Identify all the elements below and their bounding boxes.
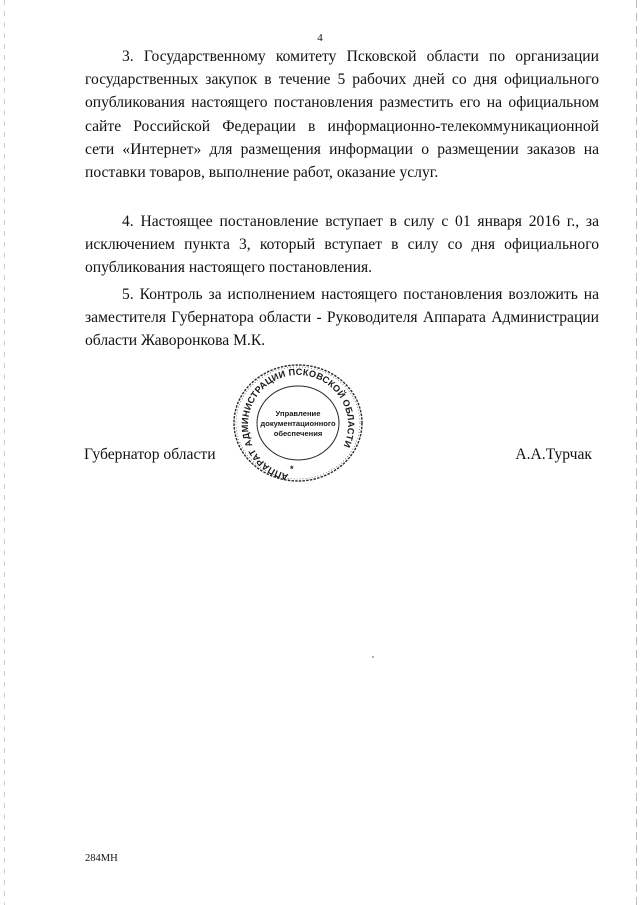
seal-center-line-1: Управление [275, 409, 321, 418]
seal-center-line-2: документационного [260, 419, 336, 428]
paragraph-4: 4. Настоящее постановление вступает в силу с 01 января 2016 г., за исключением пункта 3, который вступает в силу со дня официального опубликования настоящего постановления. [85, 213, 599, 277]
paragraph-3: 3. Государственному комитету Псковской области по организации государственных закупок в течение 5 рабочих дней со дня официального опубликования настоящего постановления разместить его на официальном сайте Российской Федерации в информационно-телекоммуникационной сети «Интернет» для размещения информации о размещении заказов на поставки товаров, выполнение работ, оказание услуг. [85, 48, 599, 182]
seal-star: * [290, 464, 294, 474]
official-seal [230, 359, 366, 485]
signature-name: А.А.Турчак [515, 446, 592, 463]
seal-ring-text: АППАРАТ АДМИНИСТРАЦИИ ПСКОВСКОЙ ОБЛАСТИ [239, 366, 357, 482]
paragraph-5: 5. Контроль за исполнением настоящего постановления возложить на заместителя Губернатора области - Руководителя Аппарата Администрации области Жаворонкова М.К. [85, 286, 599, 350]
page-number: 4 [317, 32, 323, 44]
signature-position: Губернатор области [84, 446, 216, 463]
seal-center-line-3: обеспечения [273, 429, 323, 438]
scan-edge-left [4, 0, 5, 905]
scan-speck [372, 656, 374, 658]
document-code: 284МН [85, 853, 118, 864]
scan-edge-right [636, 0, 637, 905]
